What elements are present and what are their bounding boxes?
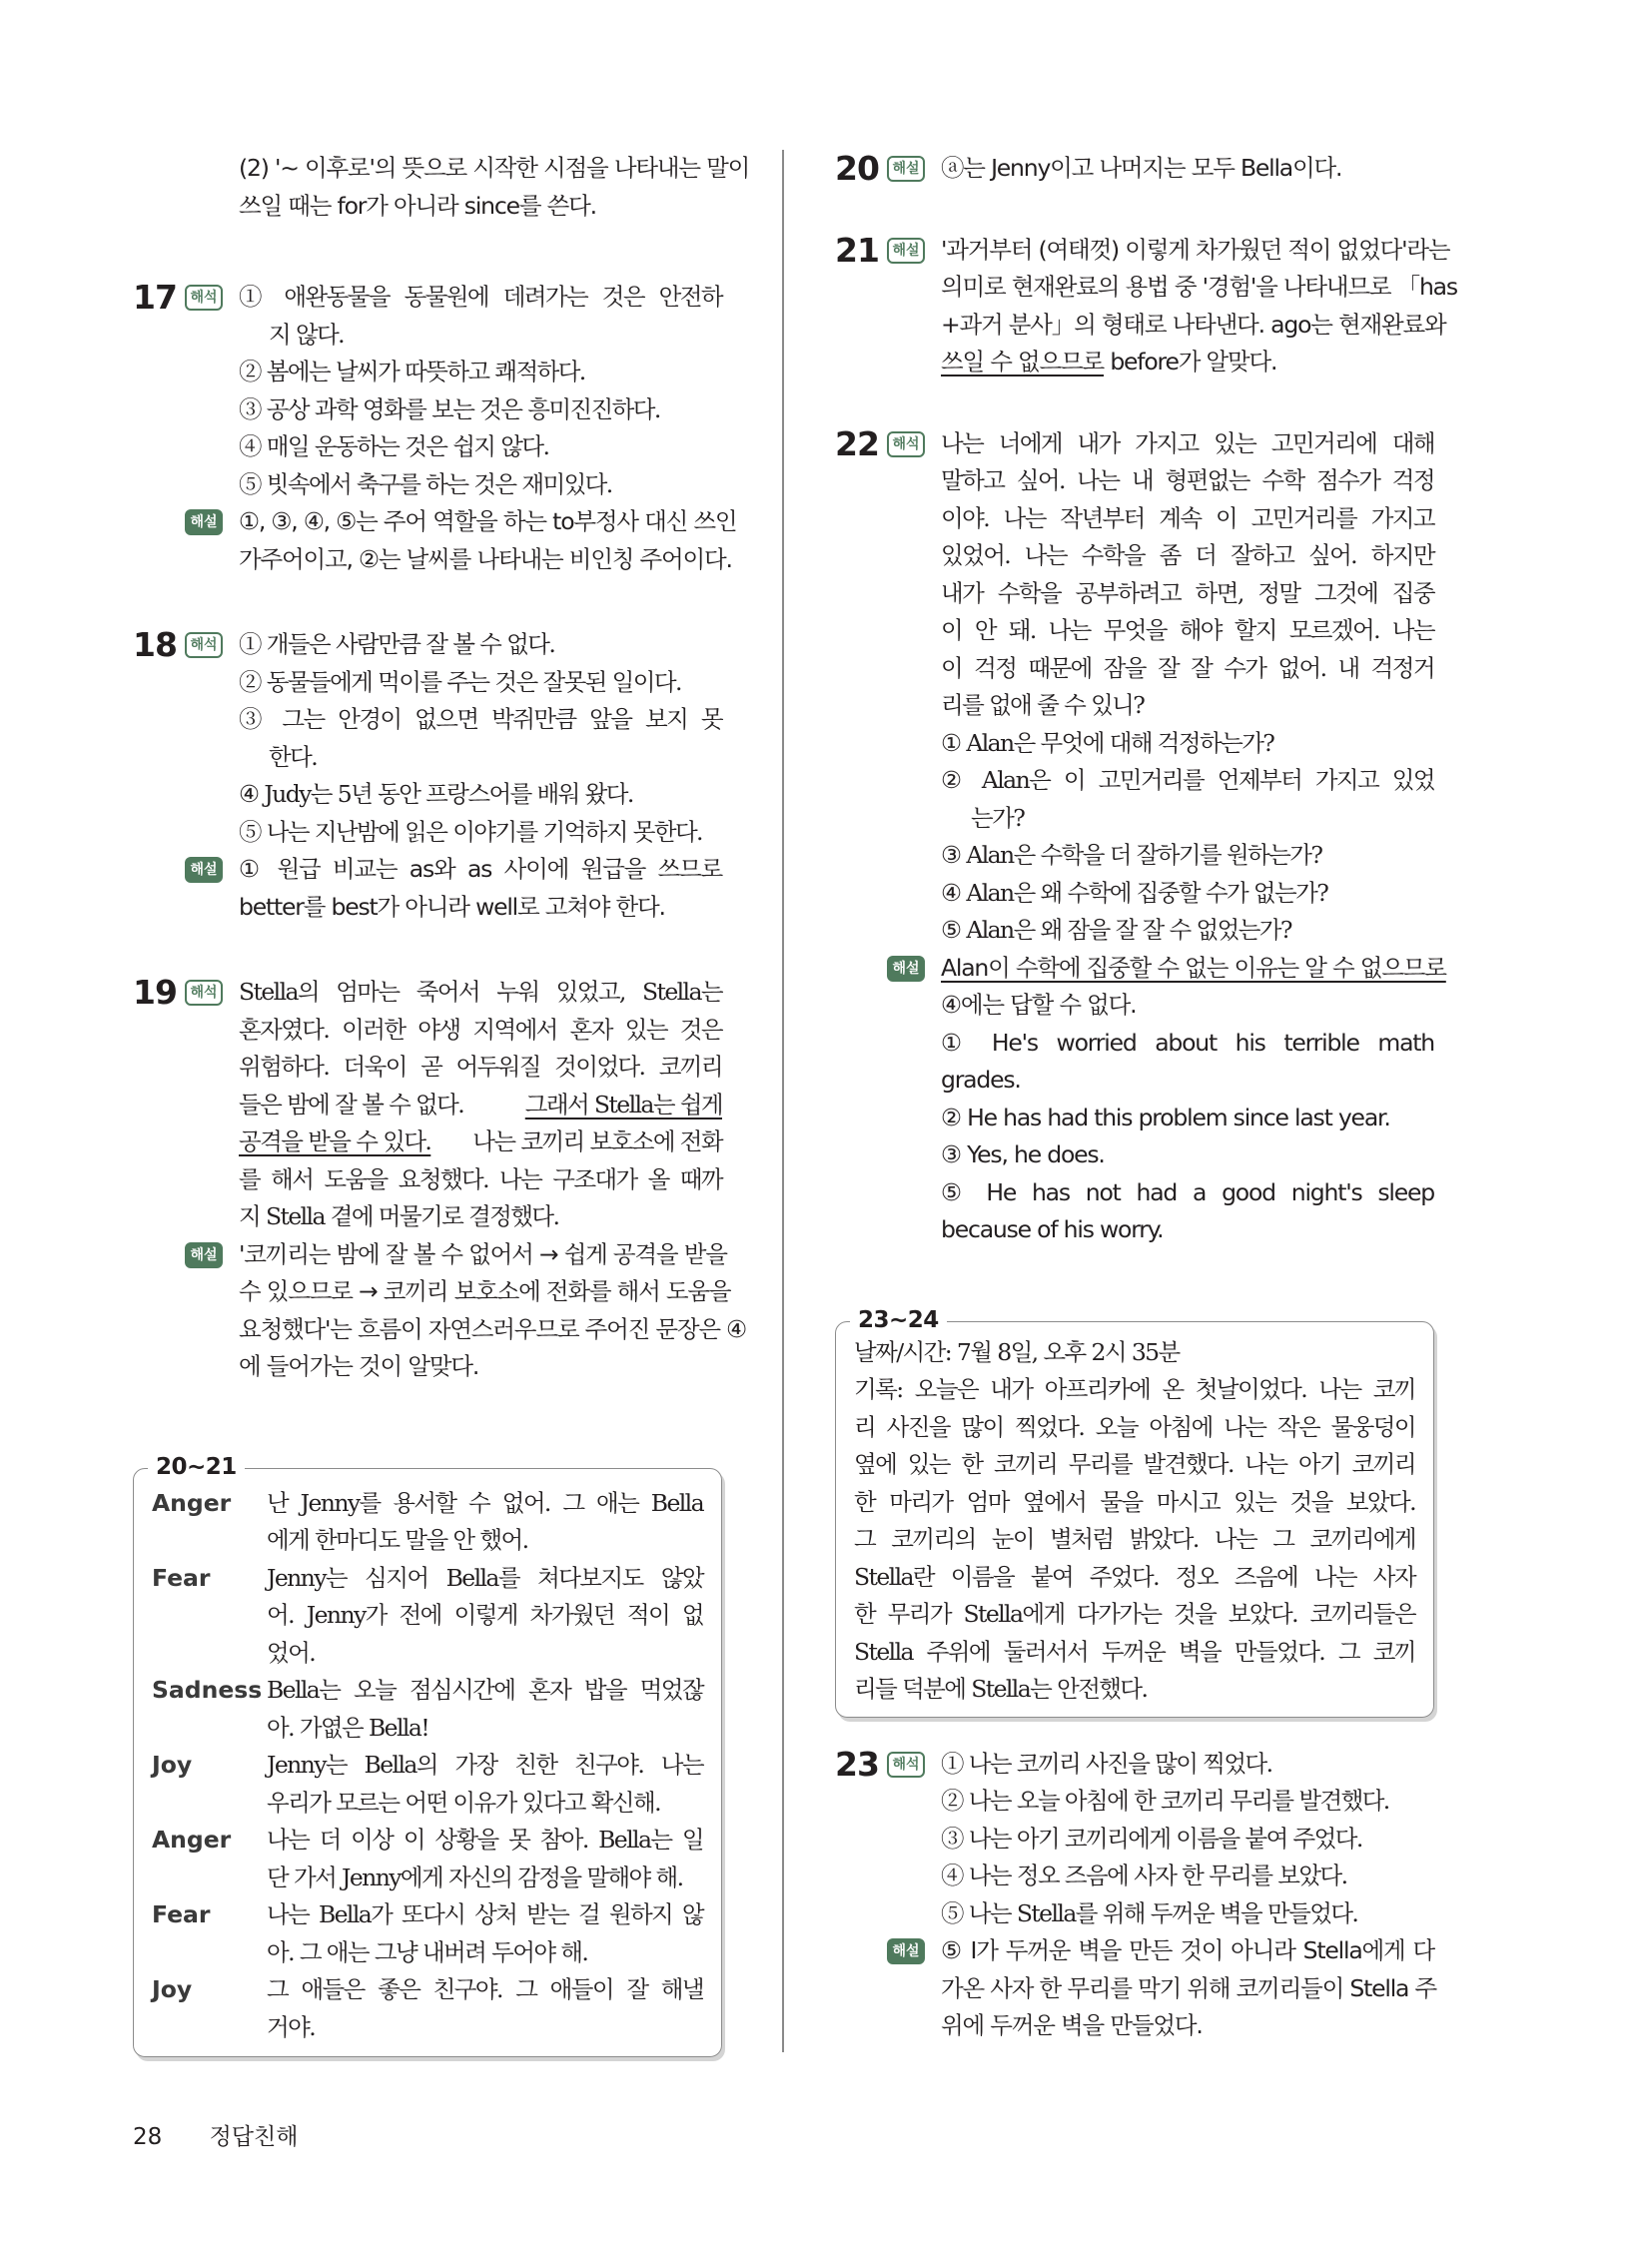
passage-line: 이 안 돼. 나는 무엇을 해야 할지 모르겠어. 나는 bbox=[941, 616, 1434, 644]
emotion-label: Joy bbox=[152, 1751, 193, 1779]
answer-line: 지 않다. bbox=[269, 320, 345, 349]
emotion-label: Anger bbox=[152, 1826, 232, 1854]
underlined-sentence: 공격을 받을 수 있다. bbox=[239, 1127, 431, 1155]
explanation-line: better를 best가 아니라 well로 고쳐야 한다. bbox=[239, 892, 665, 921]
explanation-badge: 해설 bbox=[887, 1938, 925, 1964]
emotion-line: 어. Jenny가 전에 이렇게 차가웠던 적이 없 bbox=[267, 1601, 703, 1629]
emotion-text bbox=[267, 1971, 703, 2046]
column-divider bbox=[782, 150, 784, 2052]
passage-line: 날짜/시간: 7월 8일, 오후 2시 35분 bbox=[854, 1337, 1180, 1366]
passage-text: 나는 코끼리 보호소에 전화 bbox=[472, 1127, 722, 1155]
passage-box-23-24 bbox=[835, 1306, 1434, 1718]
passage-line: 말하고 싶어. 나는 내 형편없는 수학 점수가 걱정 bbox=[941, 466, 1434, 494]
passage-line: 기록: 오늘은 내가 아프리카에 온 첫날이었다. 나는 코끼 bbox=[854, 1375, 1415, 1403]
page-footer bbox=[133, 2122, 298, 2152]
answer-line: ① 나는 코끼리 사진을 많이 찍었다. bbox=[941, 1749, 1272, 1778]
explanation-line: 가온 사자 한 무리를 막기 위해 코끼리들이 Stella 주 bbox=[941, 1973, 1437, 2002]
answer-line: ④ Judy는 5년 동안 프랑스어를 배워 왔다. bbox=[239, 780, 633, 808]
question-22 bbox=[835, 423, 1446, 1249]
emotion-row bbox=[152, 1971, 703, 2046]
answer-line: because of his worry. bbox=[941, 1215, 1164, 1243]
emotion-line: Jenny는 Bella의 가장 친한 친구야. 나는 bbox=[267, 1751, 703, 1779]
passage-text: 들은 밤에 잘 볼 수 없다. bbox=[239, 1090, 464, 1119]
answer-line: ② 동물들에게 먹이를 주는 것은 잘못된 일이다. bbox=[239, 667, 681, 696]
answer-line: ① 개들은 사람만큼 잘 볼 수 없다. bbox=[239, 630, 555, 658]
emotion-row bbox=[152, 1672, 703, 1747]
emotion-row bbox=[152, 1822, 703, 1896]
emotion-label: Sadness bbox=[152, 1676, 263, 1704]
explanation-line: ⓐ는 Jenny이고 나머지는 모두 Bella이다. bbox=[941, 154, 1342, 182]
choice-line: ④ Alan은 왜 수학에 집중할 수가 없는가? bbox=[941, 878, 1328, 907]
question-17 bbox=[133, 278, 737, 578]
question-number: 19 bbox=[133, 973, 177, 1012]
explanation-line bbox=[941, 344, 1434, 381]
passage-line: Stella란 이름을 붙여 주었다. 정오 즈음에 나는 사자 bbox=[854, 1562, 1415, 1591]
emotion-line: 었어. bbox=[267, 1638, 316, 1667]
question-23 bbox=[835, 1744, 1437, 2045]
passage-line: 한 무리가 Stella에게 다가가는 것을 보았다. 코끼리들은 bbox=[854, 1600, 1415, 1628]
choice-line: ② Alan은 이 고민거리를 언제부터 가지고 있었 bbox=[941, 766, 1434, 794]
choice-line: 는가? bbox=[971, 803, 1025, 832]
answer-line: 한다. bbox=[269, 742, 318, 771]
explanation bbox=[190, 503, 737, 578]
passage-line bbox=[239, 1087, 722, 1124]
emotion-line: Jenny는 심지어 Bella를 쳐다보지도 않았 bbox=[267, 1563, 703, 1592]
passage-line: 있었어. 나는 수학을 좀 더 잘하고 싶어. 하지만 bbox=[941, 541, 1434, 569]
translation-badge: 해석 bbox=[887, 1752, 925, 1778]
answer-line: ⑤ He has not had a good night's sleep bbox=[941, 1177, 1434, 1206]
explanation-text: before가 알맞다. bbox=[1104, 348, 1277, 375]
explanation bbox=[892, 1932, 1437, 2045]
question-18 bbox=[133, 626, 722, 926]
emotion-line: 나는 Bella가 또다시 상처 받는 걸 원하지 않 bbox=[267, 1900, 703, 1928]
question-19 bbox=[133, 973, 746, 1386]
answer-line: ③ Yes, he does. bbox=[941, 1140, 1105, 1168]
answer-line: ① 애완동물을 동물원에 데려가는 것은 안전하 bbox=[239, 283, 722, 311]
question-number: 18 bbox=[133, 625, 177, 664]
answer-line: ② 나는 오늘 아침에 한 코끼리 무리를 발견했다. bbox=[941, 1787, 1389, 1815]
explanation-line: ①, ③, ④, ⑤는 주어 역할을 하는 to부정사 대신 쓰인 bbox=[239, 507, 737, 535]
question-number: 20 bbox=[835, 149, 879, 188]
passage-box-20-21 bbox=[133, 1453, 722, 2058]
emotion-row bbox=[152, 1560, 703, 1673]
underlined-sentence: 그래서 Stella는 쉽게 bbox=[524, 1090, 722, 1119]
answer-line: ③ 나는 아기 코끼리에게 이름을 붙여 주었다. bbox=[941, 1824, 1362, 1853]
choice-line: ① Alan은 무엇에 대해 걱정하는가? bbox=[941, 728, 1274, 757]
passage-line: 나는 너에게 내가 가지고 있는 고민거리에 대해 bbox=[941, 428, 1434, 457]
explanation-line: 의미로 현재완료의 용법 중 '경험'을 나타내므로 「has bbox=[941, 273, 1457, 301]
passage-line: Stella의 엄마는 죽어서 누워 있었고, Stella는 bbox=[239, 978, 722, 1006]
emotion-line: 그 애들은 좋은 친구야. 그 애들이 잘 해낼 bbox=[267, 1975, 703, 2003]
emotion-line: 아. 가엾은 Bella! bbox=[267, 1713, 429, 1742]
translation-badge: 해석 bbox=[185, 285, 223, 311]
underlined-text: 쓰일 수 없으므로 bbox=[941, 348, 1105, 375]
underlined-text: Alan이 수학에 집중할 수 없는 이유는 알 수 없으므로 bbox=[941, 953, 1446, 982]
explanation-line: +과거 분사」의 형태로 나타낸다. ago는 현재완료와 bbox=[941, 310, 1446, 339]
explanation-line: '과거부터 (여태껏) 이렇게 차가웠던 적이 없었다'라는 bbox=[941, 235, 1450, 264]
passage-line: 그 코끼리의 눈이 별처럼 밝았다. 나는 그 코끼리에게 bbox=[854, 1525, 1415, 1553]
passage-line: 위험하다. 더욱이 곧 어두워질 것이었다. 코끼리 bbox=[239, 1053, 722, 1081]
answer-line: ⑤ 빗속에서 축구를 하는 것은 재미있다. bbox=[239, 469, 612, 498]
passage-line: 리 사진을 많이 찍었다. 오늘 아침에 나는 작은 물웅덩이 bbox=[854, 1412, 1415, 1441]
book-title: 정답친해 bbox=[209, 2124, 299, 2150]
left-column bbox=[133, 150, 750, 2057]
choice-line: ⑤ Alan은 왜 잠을 잘 잘 수 없었는가? bbox=[941, 916, 1291, 944]
emotion-line: 우리가 모르는 어떤 이유가 있다고 확신해. bbox=[267, 1788, 660, 1817]
passage-line: 이야. 나는 작년부터 계속 이 고민거리를 가지고 bbox=[941, 503, 1434, 532]
emotion-row bbox=[152, 1485, 703, 1560]
explanation bbox=[190, 1236, 746, 1386]
emotion-line: 에게 한마디도 말을 안 했어. bbox=[267, 1526, 528, 1554]
emotion-line: 단 가서 Jenny에게 자신의 감정을 말해야 해. bbox=[267, 1863, 683, 1891]
passage-line: 혼자였다. 이러한 야생 지역에서 혼자 있는 것은 bbox=[239, 1015, 722, 1044]
answer-line: ① He's worried about his terrible math bbox=[941, 1028, 1434, 1057]
answer-line: ④ 나는 정오 즈음에 사자 한 무리를 보았다. bbox=[941, 1862, 1347, 1889]
question-number: 22 bbox=[835, 423, 879, 463]
explanation-line: 가주어이고, ②는 날씨를 나타내는 비인칭 주어이다. bbox=[239, 544, 732, 573]
passage-line: 이 걱정 때문에 잠을 잘 잘 수가 없어. 내 걱정거 bbox=[941, 653, 1434, 682]
emotion-line: 난 Jenny를 용서할 수 없어. 그 애는 Bella bbox=[267, 1488, 703, 1517]
explanation-badge: 해설 bbox=[887, 238, 925, 264]
passage-line: 리들 덕분에 Stella는 안전했다. bbox=[854, 1675, 1148, 1703]
explanation-line: 요청했다'는 흐름이 자연스러우므로 주어진 문장은 ④ bbox=[239, 1314, 746, 1343]
explanation-badge: 해설 bbox=[185, 509, 223, 535]
passage-line: 리를 없애 줄 수 있니? bbox=[941, 691, 1145, 719]
explanation-line: 수 있으므로 → 코끼리 보호소에 전화를 해서 도움을 bbox=[239, 1277, 731, 1305]
question-20 bbox=[835, 150, 1434, 188]
page-number: 28 bbox=[133, 2124, 163, 2150]
answer-line: ③ 그는 안경이 없으면 박쥐만큼 앞을 보지 못 bbox=[239, 705, 722, 733]
explanation bbox=[190, 851, 722, 926]
emotion-text bbox=[267, 1560, 703, 1673]
intro-note bbox=[133, 150, 750, 225]
explanation-badge: 해설 bbox=[887, 156, 925, 182]
question-number: 23 bbox=[835, 1744, 879, 1784]
emotion-line: 나는 더 이상 이 상황을 못 참아. Bella는 일 bbox=[267, 1826, 703, 1854]
emotion-label: Joy bbox=[152, 1975, 193, 2003]
intro-line: 쓰일 때는 for가 아니라 since를 쓴다. bbox=[239, 191, 596, 220]
question-21 bbox=[835, 230, 1457, 381]
choice-line: ③ Alan은 수학을 더 잘하기를 원하는가? bbox=[941, 841, 1322, 869]
answer-line: grades. bbox=[941, 1066, 1021, 1094]
explanation-line: '코끼리는 밤에 잘 볼 수 없어서 → 쉽게 공격을 받을 bbox=[239, 1239, 727, 1268]
emotion-line: Bella는 오늘 점심시간에 혼자 밥을 먹었잖 bbox=[267, 1676, 703, 1704]
explanation-line: ⑤ I가 두꺼운 벽을 만든 것이 아니라 Stella에게 다 bbox=[941, 1936, 1434, 1964]
explanation-line bbox=[941, 950, 1446, 988]
emotion-line: 아. 그 애는 그냥 내버려 두어야 해. bbox=[267, 1937, 588, 1966]
emotion-text bbox=[267, 1822, 703, 1896]
emotion-label: Fear bbox=[152, 1900, 211, 1928]
right-column bbox=[835, 149, 1457, 2045]
explanation-line: ④에는 답할 수 없다. bbox=[941, 991, 1137, 1019]
translation-badge: 해석 bbox=[185, 632, 223, 658]
answer-line: ⑤ 나는 Stella를 위해 두꺼운 벽을 만들었다. bbox=[941, 1898, 1358, 1927]
emotion-label: Anger bbox=[152, 1488, 232, 1517]
passage-line: 옆에 있는 한 코끼리 무리를 발견했다. 나는 아기 코끼리 bbox=[854, 1450, 1415, 1478]
emotion-row bbox=[152, 1747, 703, 1822]
answer-line: ④ 매일 운동하는 것은 쉽지 않다. bbox=[239, 432, 549, 460]
passage-line: Stella 주위에 둘러서서 두꺼운 벽을 만들었다. 그 코끼 bbox=[854, 1637, 1415, 1666]
answer-line: ② 봄에는 날씨가 따뜻하고 쾌적하다. bbox=[239, 358, 585, 385]
intro-line: (2) '~ 이후로'의 뜻으로 시작한 시점을 나타내는 말이 bbox=[239, 154, 750, 182]
passage-line bbox=[239, 1123, 722, 1161]
answer-line: ⑤ 나는 지난밤에 읽은 이야기를 기억하지 못한다. bbox=[239, 817, 702, 846]
question-number: 21 bbox=[835, 230, 879, 270]
explanation-line: 에 들어가는 것이 알맞다. bbox=[239, 1352, 479, 1380]
translation-badge: 해석 bbox=[887, 431, 925, 457]
emotion-text bbox=[267, 1672, 703, 1747]
explanation-badge: 해설 bbox=[185, 1242, 223, 1268]
explanation-badge: 해설 bbox=[185, 857, 223, 883]
explanation-line: ① 원급 비교는 as와 as 사이에 원급을 쓰므로 bbox=[239, 855, 722, 883]
box-title: 20~21 bbox=[148, 1452, 245, 1482]
passage-line: 내가 수학을 공부하려고 하면, 정말 그것에 집중 bbox=[941, 578, 1434, 607]
emotion-row bbox=[152, 1896, 703, 1971]
emotion-label: Fear bbox=[152, 1563, 211, 1592]
emotion-text bbox=[267, 1896, 703, 1971]
emotion-text bbox=[267, 1485, 703, 1560]
passage-line: 지 Stella 곁에 머물기로 결정했다. bbox=[239, 1202, 559, 1230]
passage-line: 한 마리가 엄마 옆에서 물을 마시고 있는 것을 보았다. bbox=[854, 1487, 1415, 1516]
explanation-line: 위에 두꺼운 벽을 만들었다. bbox=[941, 2011, 1203, 2039]
explanation-badge: 해설 bbox=[887, 956, 925, 982]
emotion-text bbox=[267, 1747, 703, 1822]
translation-badge: 해석 bbox=[185, 980, 223, 1006]
explanation bbox=[892, 950, 1446, 1249]
box-title: 23~24 bbox=[850, 1305, 947, 1335]
answer-line: ③ 공상 과학 영화를 보는 것은 흥미진진하다. bbox=[239, 394, 660, 423]
emotion-line: 거야. bbox=[267, 2012, 316, 2041]
answer-line: ② He has had this problem since last year. bbox=[941, 1103, 1390, 1131]
question-number: 17 bbox=[133, 278, 177, 317]
passage-line: 를 해서 도움을 요청했다. 나는 구조대가 올 때까 bbox=[239, 1164, 722, 1193]
